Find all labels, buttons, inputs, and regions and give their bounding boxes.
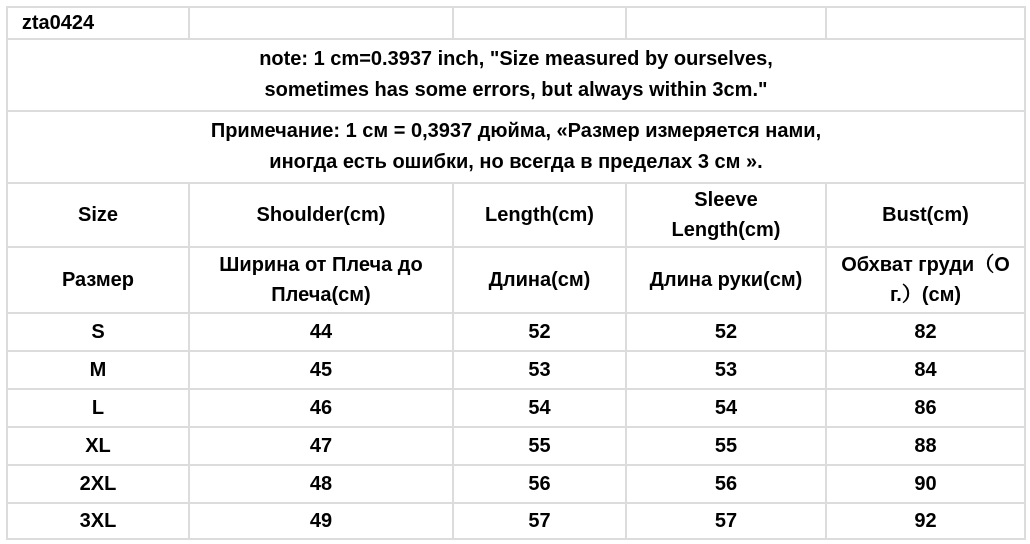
- table-row: [7, 351, 1025, 389]
- shoulder-cell: 45: [189, 351, 453, 389]
- table-row: [7, 427, 1025, 465]
- size-cell: 2XL: [7, 465, 189, 503]
- header-ru-row: [7, 247, 1025, 313]
- size-cell: S: [7, 313, 189, 351]
- table-row: [7, 389, 1025, 427]
- sleeve-cell: 57: [626, 503, 826, 539]
- header-sleeve-line1: Sleeve: [694, 189, 758, 211]
- shoulder-cell: 44: [189, 313, 453, 351]
- empty-cell: [189, 7, 453, 39]
- header-sleeve: [626, 183, 826, 247]
- bust-cell: 82: [826, 313, 1025, 351]
- note-english-line2: sometimes has some errors, but always within 3cm.": [264, 79, 768, 101]
- note-russian: [7, 111, 1025, 183]
- table-row: [7, 313, 1025, 351]
- length-cell: 57: [453, 503, 626, 539]
- sleeve-cell: 55: [626, 427, 826, 465]
- bust-cell: 88: [826, 427, 1025, 465]
- header-shoulder: Shoulder(cm): [189, 183, 453, 247]
- bust-cell: 90: [826, 465, 1025, 503]
- header-size: Size: [7, 183, 189, 247]
- header-ru-size: Размер: [7, 247, 189, 313]
- model-row: [7, 7, 1025, 39]
- note-en-row: [7, 39, 1025, 111]
- header-ru-bust-line2: г.）(см): [889, 284, 962, 306]
- model-code: zta0424: [7, 7, 189, 39]
- note-russian-line1: Примечание: 1 см = 0,3937 дюйма, «Размер измеряется нами,: [210, 120, 822, 142]
- bust-cell: 92: [826, 503, 1025, 539]
- header-ru-shoulder: [189, 247, 453, 313]
- sleeve-cell: 56: [626, 465, 826, 503]
- size-cell: L: [7, 389, 189, 427]
- length-cell: 56: [453, 465, 626, 503]
- header-sleeve-line2: Length(cm): [671, 219, 781, 241]
- size-cell: M: [7, 351, 189, 389]
- length-cell: 52: [453, 313, 626, 351]
- length-cell: 55: [453, 427, 626, 465]
- shoulder-cell: 48: [189, 465, 453, 503]
- size-chart-table: [6, 6, 1026, 540]
- header-ru-bust-line1: Обхват груди（О: [841, 254, 1010, 276]
- note-english: [7, 39, 1025, 111]
- size-cell: 3XL: [7, 503, 189, 539]
- header-ru-sleeve: Длина руки(см): [626, 247, 826, 313]
- bust-cell: 84: [826, 351, 1025, 389]
- sleeve-cell: 53: [626, 351, 826, 389]
- header-ru-bust: [826, 247, 1025, 313]
- header-bust: Bust(cm): [826, 183, 1025, 247]
- bust-cell: 86: [826, 389, 1025, 427]
- shoulder-cell: 47: [189, 427, 453, 465]
- sleeve-cell: 52: [626, 313, 826, 351]
- table-row: [7, 465, 1025, 503]
- note-ru-row: [7, 111, 1025, 183]
- empty-cell: [453, 7, 626, 39]
- header-ru-shoulder-line1: Ширина от Плеча до: [219, 254, 423, 276]
- table-row: [7, 503, 1025, 539]
- header-en-row: [7, 183, 1025, 247]
- note-russian-line2: иногда есть ошибки, но всегда в пределах 3 см ».: [269, 151, 763, 173]
- size-cell: XL: [7, 427, 189, 465]
- length-cell: 53: [453, 351, 626, 389]
- empty-cell: [826, 7, 1025, 39]
- header-ru-shoulder-line2: Плеча(см): [271, 284, 371, 306]
- empty-cell: [626, 7, 826, 39]
- shoulder-cell: 49: [189, 503, 453, 539]
- header-length: Length(cm): [453, 183, 626, 247]
- shoulder-cell: 46: [189, 389, 453, 427]
- header-ru-length: Длина(см): [453, 247, 626, 313]
- sleeve-cell: 54: [626, 389, 826, 427]
- note-english-line1: note: 1 cm=0.3937 inch, "Size measured by ourselves,: [259, 48, 773, 70]
- length-cell: 54: [453, 389, 626, 427]
